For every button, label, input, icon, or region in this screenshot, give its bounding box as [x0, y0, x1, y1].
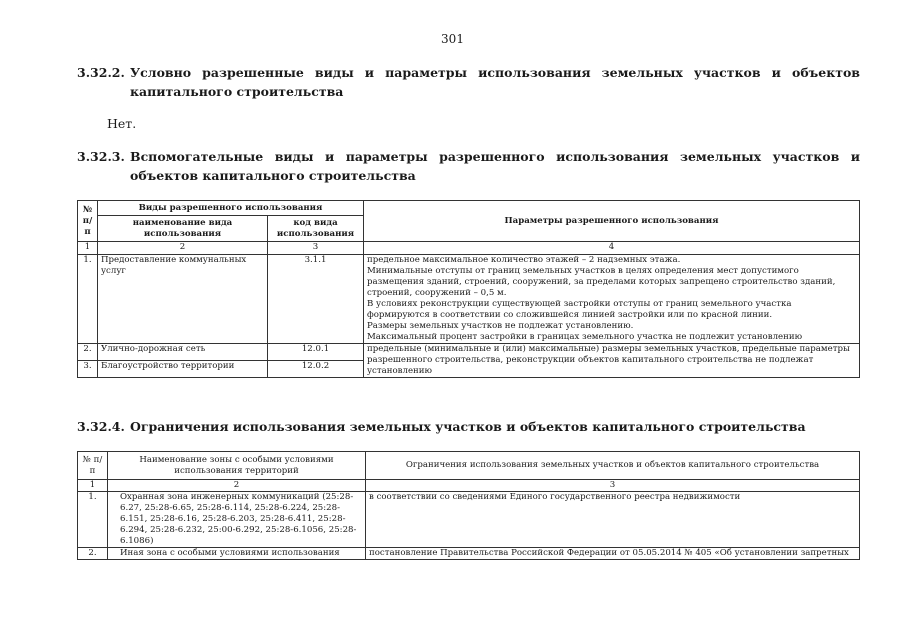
- section-number: 3.32.3.: [77, 149, 125, 164]
- header-num: № п/п: [78, 201, 98, 242]
- header-uses-group: Виды разрешенного использования: [98, 201, 364, 216]
- column-index: 1: [78, 242, 98, 255]
- header-num: № п/п: [78, 452, 108, 480]
- zone-limits: постановление Правительства Российской Федерации от 05.05.2014 № 405 «Об установлении запретных: [366, 548, 860, 560]
- row-num: 2.: [78, 548, 108, 560]
- column-index: 2: [98, 242, 268, 255]
- use-name: Улично-дорожная сеть: [98, 344, 268, 361]
- table-row: [78, 344, 860, 361]
- section-number: 3.32.4.: [77, 419, 125, 434]
- column-index: 2: [108, 480, 366, 492]
- use-params: [364, 255, 860, 344]
- param-line: Размеры земельных участков не подлежат установлению.: [367, 321, 634, 331]
- param-line: В условиях реконструкции существующей застройки отступы от границ земельного участка формируются в соответствии со сложившейся линией застройки или по красной линии.: [367, 299, 792, 320]
- row-num: 2.: [78, 344, 98, 361]
- column-index: 3: [366, 480, 860, 492]
- zone-name: Иная зона с особыми условиями использования: [108, 548, 366, 560]
- table-row: [78, 492, 860, 548]
- use-code: 3.1.1: [268, 255, 364, 344]
- param-line: Минимальные отступы от границ земельных участков в целях определения мест допустимого размещения зданий, строений, сооружений, за пределами которых запрещено строительство зданий, строений, сооружений – 0,5 м.: [367, 266, 836, 298]
- section-number: 3.32.2.: [77, 65, 125, 80]
- use-code: 12.0.1: [268, 344, 364, 361]
- param-line: предельное максимальное количество этажей – 2 надземных этажа.: [367, 255, 681, 265]
- auxiliary-uses-table: [77, 200, 860, 378]
- use-name: Благоустройство территории: [98, 361, 268, 378]
- row-num: 3.: [78, 361, 98, 378]
- zone-name: Охранная зона инженерных коммуникаций (25:28-6.27, 25:28-6.65, 25:28-6.114, 25:28-6.224, 25:28-6.151, 25:28-6.16, 25:28-6.203, 25:28-6.411, 25:28-6.294, 25:28-6.232, 25:00-6.292, 25:28-6.1056, 25:28-6.1086): [108, 492, 366, 548]
- section-title: Ограничения использования земельных участков и объектов капитального строительства: [130, 419, 806, 434]
- header-params: Параметры разрешенного использования: [364, 201, 860, 242]
- row-num: 1.: [78, 255, 98, 344]
- header-zone: Наименование зоны с особыми условиями использования территорий: [108, 452, 366, 480]
- column-index: 4: [364, 242, 860, 255]
- use-code: 12.0.2: [268, 361, 364, 378]
- section-heading-3-32-4: [77, 417, 860, 436]
- section-title: Условно разрешенные виды и параметры использования земельных участков и объектов капитального строительства: [130, 65, 860, 99]
- param-line: Максимальный процент застройки в границах земельного участка не подлежит установлению: [367, 332, 803, 342]
- restrictions-table: [77, 451, 860, 560]
- section-title: Вспомогательные виды и параметры разрешенного использования земельных участков и объектов капитального строительства: [130, 149, 860, 183]
- column-index: 3: [268, 242, 364, 255]
- header-use-name: наименование вида использования: [98, 216, 268, 242]
- row-num: 1.: [78, 492, 108, 548]
- zone-limits: в соответствии со сведениями Единого государственного реестра недвижимости: [366, 492, 860, 548]
- table-row: [78, 548, 860, 560]
- page-number: 301: [441, 32, 464, 46]
- header-limits: Ограничения использования земельных участков и объектов капитального строительства: [366, 452, 860, 480]
- header-use-code: код вида использования: [268, 216, 364, 242]
- use-params: предельные (минимальные и (или) максимальные) размеры земельных участков, предельные параметры разрешенного строительства, реконструкции объектов капитального строительства не подлежат установлению: [364, 344, 860, 378]
- use-name: Предоставление коммунальных услуг: [98, 255, 268, 344]
- section-heading-3-32-3: [77, 147, 860, 185]
- section-heading-3-32-2: [77, 63, 860, 101]
- table-row: [78, 255, 860, 344]
- section-body-text: Нет.: [107, 116, 137, 131]
- column-index: 1: [78, 480, 108, 492]
